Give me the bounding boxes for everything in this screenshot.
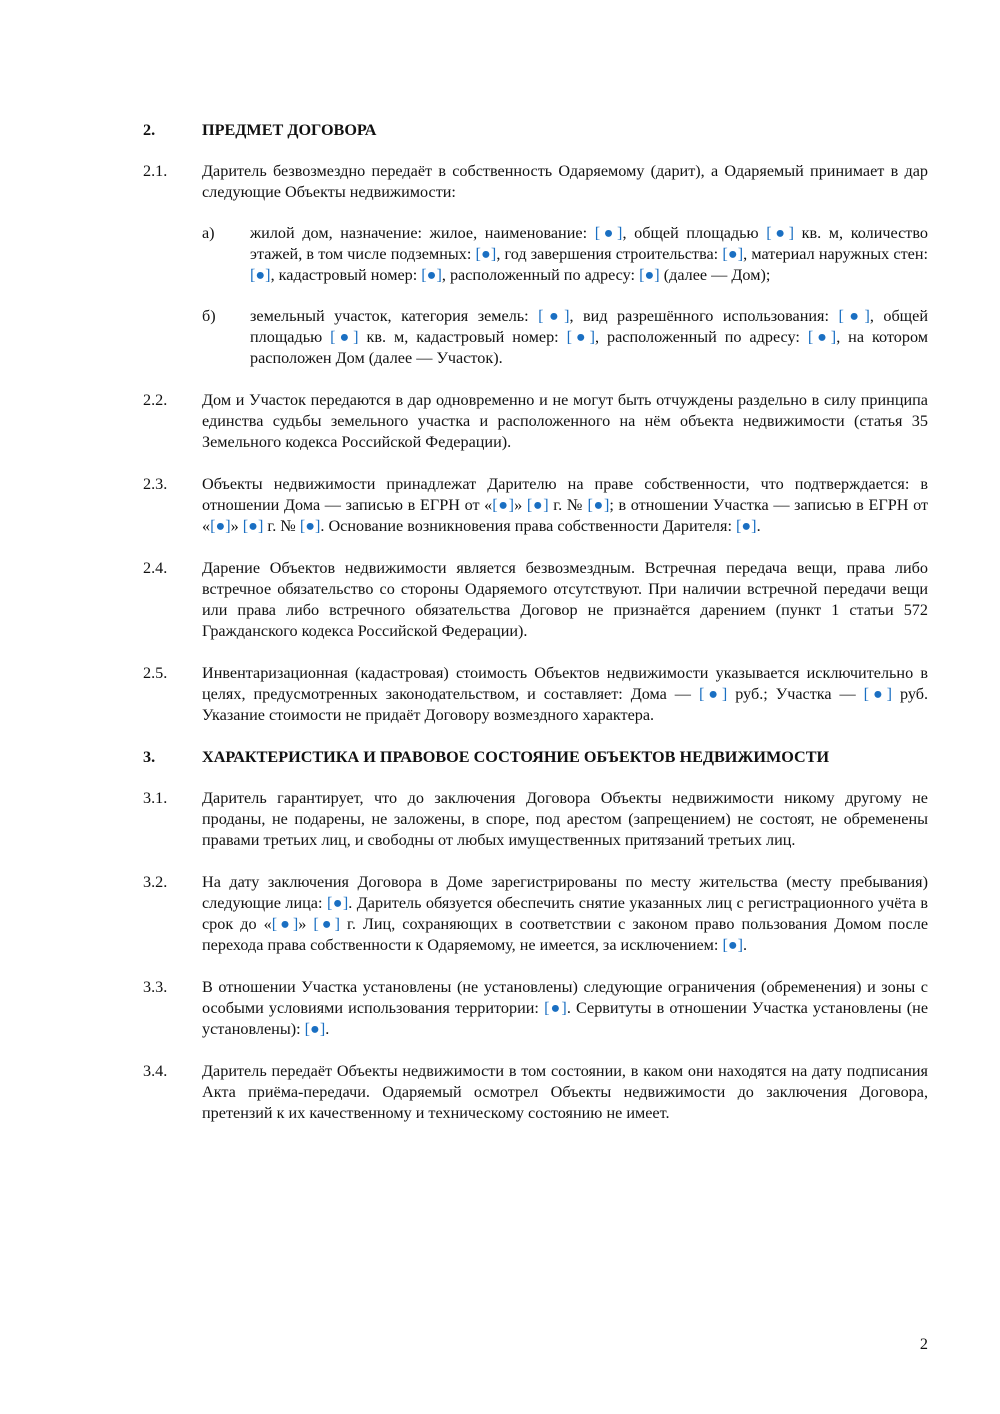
placeholder-blank: [●]	[210, 517, 231, 535]
clause-body	[202, 390, 928, 453]
text-run: г. №	[263, 517, 300, 535]
placeholder-blank: [●]	[807, 328, 837, 346]
text-run: .	[325, 1020, 330, 1038]
placeholder-blank: [●]	[594, 224, 623, 242]
text-run: Дом и Участок передаются в дар одновременно и не могут быть отчуждены раздельно в силу принципа единства судьбы земельного участка и расположенного на нём объекта недвижимости (статья 35 Земельного кодекса Российской Федерации).	[202, 391, 928, 451]
clause-body	[202, 977, 928, 1040]
clause-number: 3.2.	[143, 873, 168, 891]
clause	[143, 788, 928, 851]
placeholder-blank: [●]	[475, 245, 497, 263]
clause-text	[202, 161, 928, 203]
sub-item	[202, 223, 928, 286]
text-run: Объекты недвижимости принадлежат Дарителю на праве собственности, что подтверждается: в отношении Дома — записью в ЕГРН от «	[202, 475, 928, 514]
text-run: кв. м, количество этажей, в том числе подземных:	[250, 224, 928, 263]
placeholder-blank: [●]	[242, 517, 264, 535]
text-run: г. Лиц, сохраняющих в соответствии с законом право пользования Домом после перехода права собственности к Одаряемому, не имеется, за исключением:	[202, 915, 929, 954]
clause-text	[202, 390, 928, 453]
placeholder-blank: [●]	[271, 915, 299, 933]
placeholder-blank: [●]	[639, 266, 660, 284]
clause-body	[202, 788, 928, 851]
text-run: Даритель гарантирует, что до заключения Договора Объекты недвижимости никому другому не проданы, не подарены, не заложены, в споре, под арестом (запрещением) не состоят, не обременены правами третьих лиц, и свободны от любых имущественных притязаний третьих лиц.	[202, 789, 928, 849]
section-title: ХАРАКТЕРИСТИКА И ПРАВОВОЕ СОСТОЯНИЕ ОБЪЕКТОВ НЕДВИЖИМОСТИ	[202, 748, 830, 766]
text-run: , общей площадью	[250, 307, 928, 346]
placeholder-blank: [●]	[492, 496, 515, 514]
text-run: Даритель безвозмездно передаёт в собственность Одаряемому (дарит), а Одаряемый принимает в дар следующие Объекты недвижимости:	[202, 162, 928, 201]
text-run: В отношении Участка установлены (не установлены) следующие ограничения (обременения) и зоны с особыми условиями использования территории:	[202, 978, 928, 1017]
clause-text	[202, 558, 928, 642]
placeholder-blank: [●]	[722, 936, 744, 954]
sub-item	[202, 306, 928, 369]
text-run: .	[743, 936, 748, 954]
clause-text	[202, 872, 928, 956]
text-run: Инвентаризационная (кадастровая) стоимость Объектов недвижимости указывается исключительно в целях, предусмотренных законодательством, и составляет: Дома —	[202, 664, 928, 703]
clause-number: 3.4.	[143, 1062, 168, 1080]
clause-text	[202, 1061, 928, 1124]
section-heading	[143, 747, 928, 768]
clause-body	[202, 474, 928, 537]
placeholder-blank: [●]	[722, 245, 744, 263]
placeholder-blank: [●]	[299, 517, 321, 535]
text-run: »	[514, 496, 527, 514]
text-run: , материал наружных стен:	[743, 245, 929, 263]
text-run: , на котором расположен Дом (далее — Участок).	[250, 328, 928, 367]
text-run: земельный участок, категория земель:	[250, 307, 539, 325]
clause-body	[202, 161, 928, 369]
text-run: .	[756, 517, 761, 535]
clause	[143, 1061, 928, 1124]
text-run: , расположенный по адресу:	[594, 328, 808, 346]
page-number: 2	[919, 1335, 928, 1353]
section-number: 2.	[143, 121, 156, 139]
clause	[143, 663, 928, 726]
placeholder-blank: [●]	[326, 894, 349, 912]
clause-body	[202, 872, 928, 956]
clause-text	[202, 788, 928, 851]
clause-body	[202, 663, 928, 726]
clause	[143, 872, 928, 956]
placeholder-blank: [●]	[566, 328, 595, 346]
text-run: , год завершения строительства:	[496, 245, 723, 263]
text-run: жилой дом, назначение: жилое, наименование:	[250, 224, 595, 242]
clause-number: 2.5.	[143, 664, 168, 682]
text-run: кв. м, кадастровый номер:	[358, 328, 567, 346]
placeholder-blank: [●]	[330, 328, 359, 346]
text-run: г. №	[548, 496, 588, 514]
placeholder-blank: [●]	[838, 307, 870, 325]
text-run: Дарение Объектов недвижимости является безвозмездным. Встречная передача вещи, права либо встречное обязательство со стороны Одаряемого отсутствуют. При наличии встречной передачи вещи или права либо встречного обязательства Договор не признаётся дарением (пункт 1 статьи 572 Гражданского кодекса Российской Федерации).	[202, 559, 928, 640]
placeholder-blank: [●]	[736, 517, 757, 535]
placeholder-blank: [●]	[313, 915, 340, 933]
text-run: Даритель передаёт Объекты недвижимости в том состоянии, в каком они находятся на дату подписания Акта приёма-передачи. Одаряемый осмотрел Объекты недвижимости до заключения Договора, претензий к их качественному и техническому состоянию не имеет.	[202, 1062, 928, 1122]
section-title: ПРЕДМЕТ ДОГОВОРА	[202, 121, 377, 139]
section-number: 3.	[143, 748, 156, 766]
clause-text	[202, 663, 928, 726]
placeholder-blank: [●]	[863, 685, 893, 703]
text-run: На дату заключения Договора в Доме зарегистрированы по месту жительства (месту пребывания) следующие лица:	[202, 873, 928, 912]
placeholder-blank: [●]	[250, 266, 271, 284]
clause-body	[202, 558, 928, 642]
section-heading	[143, 120, 928, 141]
clause-number: 2.1.	[143, 162, 168, 180]
placeholder-blank: [●]	[766, 224, 794, 242]
clause-text	[202, 977, 928, 1040]
placeholder-blank: [●]	[538, 307, 570, 325]
document-body	[143, 120, 928, 1145]
placeholder-blank: [●]	[698, 685, 728, 703]
placeholder-blank: [●]	[304, 1020, 326, 1038]
clause-number: 2.3.	[143, 475, 168, 493]
text-run: . Даритель обязуется обеспечить снятие указанных лиц с регистрационного учёта в срок до «	[202, 894, 928, 933]
text-run: ; в отношении Участка — записью в ЕГРН от «	[202, 496, 929, 535]
clause-number: 2.4.	[143, 559, 168, 577]
sub-item-text	[250, 223, 928, 286]
text-run: , расположенный по адресу:	[441, 266, 640, 284]
clause	[143, 161, 928, 369]
clause	[143, 558, 928, 642]
placeholder-blank: [●]	[544, 999, 567, 1017]
sub-item-letter: б)	[202, 307, 216, 325]
text-run: , кадастровый номер:	[270, 266, 422, 284]
sub-item-letter: а)	[202, 224, 215, 242]
clause-number: 3.1.	[143, 789, 168, 807]
text-run: . Основание возникновения права собственности Дарителя:	[320, 517, 737, 535]
placeholder-blank: [●]	[587, 496, 610, 514]
text-run: (далее — Дом);	[659, 266, 771, 284]
clause	[143, 474, 928, 537]
clause-text	[202, 474, 928, 537]
text-run: , общей площадью	[622, 224, 767, 242]
placeholder-blank: [●]	[421, 266, 442, 284]
clause-number: 3.3.	[143, 978, 168, 996]
text-run: , вид разрешённого использования:	[569, 307, 839, 325]
clause	[143, 390, 928, 453]
clause	[143, 977, 928, 1040]
text-run: руб. Указание стоимости не придаёт Договору возмездного характера.	[202, 685, 929, 724]
clause-number: 2.2.	[143, 391, 168, 409]
placeholder-blank: [●]	[526, 496, 549, 514]
text-run: . Сервитуты в отношении Участка установлены (не установлены):	[202, 999, 928, 1038]
sub-item-text	[250, 306, 928, 369]
clause-body	[202, 1061, 928, 1124]
text-run: »	[298, 915, 314, 933]
text-run: руб.; Участка —	[727, 685, 864, 703]
text-run: »	[230, 517, 243, 535]
